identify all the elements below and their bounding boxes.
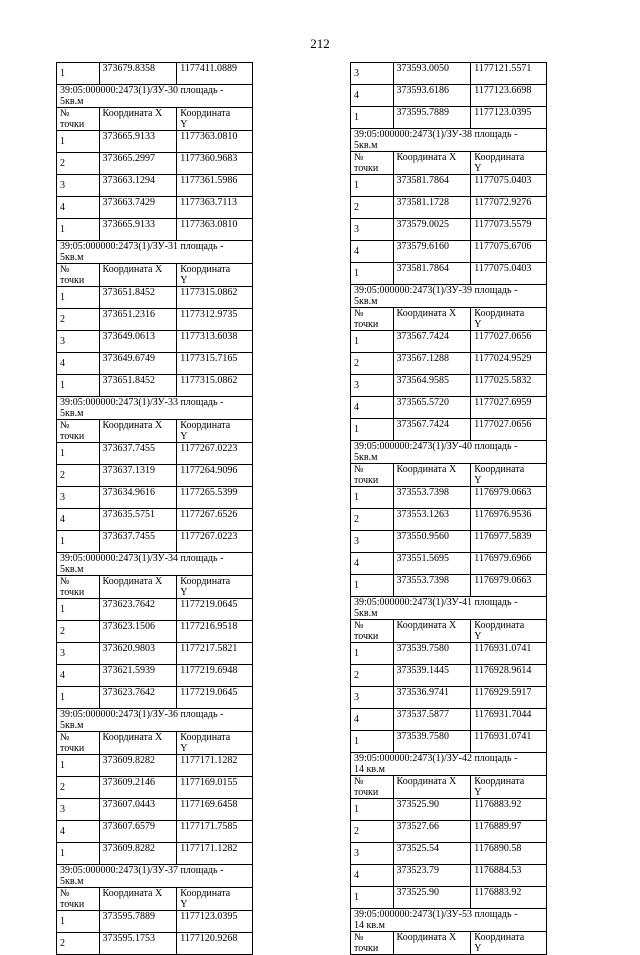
table-row (351, 241, 547, 263)
coordinate-x-cell: 373567.7424 (393, 419, 471, 441)
coordinate-x-cell: 373551.5695 (393, 553, 471, 575)
point-number: 4 (57, 353, 100, 375)
section-heading-row (57, 85, 253, 108)
point-number: 1 (57, 843, 100, 865)
section-heading: 39:05:000000:2473(1)/ЗУ-53 площадь - 14 кв.м (351, 909, 547, 932)
table-row (57, 219, 253, 241)
table-row (57, 175, 253, 197)
table-row (351, 331, 547, 353)
table-row (57, 375, 253, 397)
point-number: 1 (351, 107, 394, 129)
point-number: 1 (57, 599, 100, 621)
point-number: 3 (351, 219, 394, 241)
table-row (351, 709, 547, 731)
point-number: 2 (57, 153, 100, 175)
header-coordinate-x: Координата X (393, 308, 471, 331)
coordinate-x-cell: 373595.1753 (99, 933, 177, 955)
point-number: 1 (57, 687, 100, 709)
section-heading-row (351, 129, 547, 152)
point-number: 1 (351, 331, 394, 353)
coordinate-y-cell: 1177072.9276 (471, 197, 547, 219)
coordinate-x-cell: 373637.7455 (99, 531, 177, 553)
header-coordinate-y: Координата Y (471, 776, 547, 799)
point-number: 4 (351, 85, 394, 107)
coordinate-x-cell: 373553.1263 (393, 509, 471, 531)
table-row (351, 419, 547, 441)
table-row (351, 643, 547, 665)
header-coordinate-y: Координата Y (471, 308, 547, 331)
header-coordinate-y: Координата Y (177, 264, 253, 287)
point-number: 2 (57, 465, 100, 487)
coordinate-x-cell: 373581.7864 (393, 263, 471, 285)
coordinate-x-cell: 373651.8452 (99, 375, 177, 397)
coordinate-x-cell: 373649.0613 (99, 331, 177, 353)
coordinate-y-cell: 1177217.5821 (177, 643, 253, 665)
coordinate-x-cell: 373565.5720 (393, 397, 471, 419)
coordinate-x-cell: 373609.8282 (99, 843, 177, 865)
coordinate-y-cell: 1177169.0155 (177, 777, 253, 799)
coordinate-y-cell: 1176884.53 (471, 865, 547, 887)
coordinate-y-cell: 1177025.5832 (471, 375, 547, 397)
coordinate-x-cell: 373536.9741 (393, 687, 471, 709)
point-number: 4 (57, 665, 100, 687)
table-row (57, 509, 253, 531)
point-number: 3 (351, 63, 394, 85)
header-coordinate-x: Координата X (393, 932, 471, 955)
coordinate-y-cell: 1177315.0862 (177, 287, 253, 309)
point-number: 1 (351, 175, 394, 197)
coordinate-y-cell: 1177123.0395 (471, 107, 547, 129)
point-number: 3 (351, 375, 394, 397)
coordinate-y-cell: 1177075.0403 (471, 263, 547, 285)
header-coordinate-x: Координата X (99, 576, 177, 599)
coordinate-y-cell: 1177171.1282 (177, 843, 253, 865)
coordinate-x-cell: 373567.1288 (393, 353, 471, 375)
coordinate-y-cell: 1177027.0656 (471, 331, 547, 353)
section-heading-row (351, 285, 547, 308)
coordinates-table-right (350, 62, 547, 955)
point-number: 1 (351, 731, 394, 753)
coordinate-y-cell: 1177315.0862 (177, 375, 253, 397)
table-row (351, 531, 547, 553)
coordinate-y-cell: 1176979.6966 (471, 553, 547, 575)
coordinate-y-cell: 1177361.5986 (177, 175, 253, 197)
coordinate-y-cell: 1177219.0645 (177, 687, 253, 709)
point-number: 1 (351, 799, 394, 821)
point-number: 3 (351, 687, 394, 709)
section-heading-row (351, 597, 547, 620)
coordinate-x-cell: 373595.7889 (393, 107, 471, 129)
point-number: 2 (57, 777, 100, 799)
coordinate-x-cell: 373527.66 (393, 821, 471, 843)
coordinate-y-cell: 1177219.0645 (177, 599, 253, 621)
coordinate-y-cell: 1176929.5917 (471, 687, 547, 709)
header-point-number: № точки (57, 420, 100, 443)
point-number: 1 (57, 755, 100, 777)
coordinate-y-cell: 1177075.0403 (471, 175, 547, 197)
coordinates-table-left (56, 62, 253, 955)
header-coordinate-x: Координата X (393, 464, 471, 487)
coordinate-y-cell: 1176931.0741 (471, 731, 547, 753)
coordinate-y-cell: 1177264.9096 (177, 465, 253, 487)
point-number: 2 (57, 309, 100, 331)
coordinate-x-cell: 373537.5877 (393, 709, 471, 731)
coordinate-y-cell: 1177219.6948 (177, 665, 253, 687)
header-point-number: № точки (351, 152, 394, 175)
table-row (351, 487, 547, 509)
coordinate-y-cell: 1177123.6698 (471, 85, 547, 107)
coordinate-y-cell: 1177267.0223 (177, 443, 253, 465)
point-number: 4 (351, 241, 394, 263)
coordinate-x-cell: 373567.7424 (393, 331, 471, 353)
header-coordinate-x: Координата X (99, 732, 177, 755)
header-coordinate-y: Координата Y (177, 420, 253, 443)
coordinate-x-cell: 373620.9803 (99, 643, 177, 665)
column-header-row (351, 620, 547, 643)
section-heading: 39:05:000000:2473(1)/ЗУ-39 площадь - 5кв.м (351, 285, 547, 308)
coordinate-x-cell: 373665.9133 (99, 219, 177, 241)
header-coordinate-y: Координата Y (177, 576, 253, 599)
section-heading: 39:05:000000:2473(1)/ЗУ-42 площадь - 14 кв.м (351, 753, 547, 776)
table-row (57, 465, 253, 487)
header-point-number: № точки (351, 620, 394, 643)
coordinate-y-cell: 1177027.6959 (471, 397, 547, 419)
table-row (351, 219, 547, 241)
header-coordinate-x: Координата X (99, 108, 177, 131)
table-row (351, 63, 547, 85)
table-row (57, 621, 253, 643)
header-coordinate-y: Координата Y (471, 464, 547, 487)
column-header-row (351, 776, 547, 799)
table-row (351, 263, 547, 285)
point-number: 3 (57, 487, 100, 509)
section-heading: 39:05:000000:2473(1)/ЗУ-36 площадь - 5кв.м (57, 709, 253, 732)
table-row (57, 443, 253, 465)
coordinate-y-cell: 1176890.58 (471, 843, 547, 865)
coordinate-y-cell: 1177024.9529 (471, 353, 547, 375)
table-row (351, 843, 547, 865)
header-point-number: № точки (351, 308, 394, 331)
coordinate-y-cell: 1177411.0889 (177, 63, 253, 85)
section-heading: 39:05:000000:2473(1)/ЗУ-33 площадь - 5кв.м (57, 397, 253, 420)
point-number: 2 (351, 509, 394, 531)
header-point-number: № точки (57, 888, 100, 911)
table-row (57, 755, 253, 777)
coordinate-x-cell: 373635.5751 (99, 509, 177, 531)
table-row (57, 933, 253, 955)
point-number: 1 (57, 531, 100, 553)
coordinate-y-cell: 1176976.9536 (471, 509, 547, 531)
section-heading: 39:05:000000:2473(1)/ЗУ-40 площадь - 5кв.м (351, 441, 547, 464)
coordinate-y-cell: 1177027.0656 (471, 419, 547, 441)
coordinate-y-cell: 1176979.0663 (471, 487, 547, 509)
header-coordinate-y: Координата Y (177, 732, 253, 755)
table-row (351, 197, 547, 219)
coordinate-x-cell: 373607.6579 (99, 821, 177, 843)
table-row (351, 553, 547, 575)
table-row (351, 175, 547, 197)
column-header-row (351, 152, 547, 175)
table-row (57, 777, 253, 799)
coordinate-y-cell: 1176889.97 (471, 821, 547, 843)
coordinate-y-cell: 1177121.5571 (471, 63, 547, 85)
section-heading-row (57, 865, 253, 888)
point-number: 4 (57, 197, 100, 219)
table-row (351, 887, 547, 909)
section-heading: 39:05:000000:2473(1)/ЗУ-41 площадь - 5кв.м (351, 597, 547, 620)
coordinate-y-cell: 1177363.0810 (177, 219, 253, 241)
table-row (351, 85, 547, 107)
coordinate-y-cell: 1177312.9735 (177, 309, 253, 331)
table-row (351, 353, 547, 375)
point-number: 1 (57, 375, 100, 397)
header-coordinate-y: Координата Y (177, 108, 253, 131)
point-number: 3 (351, 843, 394, 865)
coordinate-x-cell: 373637.7455 (99, 443, 177, 465)
header-coordinate-x: Координата X (99, 888, 177, 911)
coordinate-x-cell: 373623.7642 (99, 599, 177, 621)
coordinate-y-cell: 1177315.7165 (177, 353, 253, 375)
page-number: 212 (310, 36, 330, 51)
table-row (57, 131, 253, 153)
table-row (57, 287, 253, 309)
point-number: 3 (351, 531, 394, 553)
coordinate-x-cell: 373651.2316 (99, 309, 177, 331)
table-row (57, 353, 253, 375)
table-row (57, 309, 253, 331)
coordinate-y-cell: 1177216.9518 (177, 621, 253, 643)
column-header-row (57, 108, 253, 131)
point-number: 1 (351, 419, 394, 441)
coordinate-y-cell: 1176979.0663 (471, 575, 547, 597)
coordinate-x-cell: 373665.9133 (99, 131, 177, 153)
point-number: 2 (57, 933, 100, 955)
section-heading-row (57, 397, 253, 420)
coordinate-y-cell: 1177363.0810 (177, 131, 253, 153)
coordinate-x-cell: 373593.0050 (393, 63, 471, 85)
coordinate-x-cell: 373665.2997 (99, 153, 177, 175)
table-row (351, 799, 547, 821)
table-row (351, 375, 547, 397)
coordinate-x-cell: 373539.7580 (393, 643, 471, 665)
coordinate-y-cell: 1176931.0741 (471, 643, 547, 665)
section-heading-row (57, 709, 253, 732)
coordinate-y-cell: 1176883.92 (471, 799, 547, 821)
point-number: 1 (351, 575, 394, 597)
coordinate-x-cell: 373553.7398 (393, 575, 471, 597)
table-row (351, 687, 547, 709)
table-row (57, 687, 253, 709)
column-header-row (351, 308, 547, 331)
section-heading-row (351, 753, 547, 776)
table-row (57, 911, 253, 933)
coordinate-y-cell: 1177073.5579 (471, 219, 547, 241)
table-row (351, 865, 547, 887)
coordinate-y-cell: 1176883.92 (471, 887, 547, 909)
coordinate-x-cell: 373637.1319 (99, 465, 177, 487)
table-row (57, 799, 253, 821)
table-row (351, 509, 547, 531)
point-number: 1 (57, 287, 100, 309)
point-number: 4 (57, 509, 100, 531)
coordinate-x-cell: 373525.90 (393, 887, 471, 909)
section-heading-row (351, 441, 547, 464)
header-point-number: № точки (57, 264, 100, 287)
point-number: 4 (351, 865, 394, 887)
table-row (351, 821, 547, 843)
coordinate-y-cell: 1177267.6526 (177, 509, 253, 531)
coordinate-y-cell: 1177363.7113 (177, 197, 253, 219)
coordinate-y-cell: 1176977.5839 (471, 531, 547, 553)
table-row (351, 107, 547, 129)
table-row (57, 487, 253, 509)
table-row (351, 575, 547, 597)
point-number: 3 (57, 799, 100, 821)
coordinate-x-cell: 373539.7580 (393, 731, 471, 753)
header-point-number: № точки (57, 732, 100, 755)
coordinate-x-cell: 373523.79 (393, 865, 471, 887)
coordinate-y-cell: 1177123.0395 (177, 911, 253, 933)
coordinate-x-cell: 373553.7398 (393, 487, 471, 509)
point-number: 2 (351, 197, 394, 219)
header-coordinate-y: Координата Y (471, 152, 547, 175)
coordinate-x-cell: 373609.8282 (99, 755, 177, 777)
coordinate-x-cell: 373550.9560 (393, 531, 471, 553)
column-header-row (57, 888, 253, 911)
coordinate-y-cell: 1177267.0223 (177, 531, 253, 553)
point-number: 1 (57, 219, 100, 241)
header-coordinate-y: Координата Y (471, 932, 547, 955)
coordinate-y-cell: 1177313.6038 (177, 331, 253, 353)
header-point-number: № точки (57, 576, 100, 599)
header-coordinate-x: Координата X (393, 776, 471, 799)
point-number: 4 (57, 821, 100, 843)
coordinate-x-cell: 373663.7429 (99, 197, 177, 219)
column-header-row (57, 420, 253, 443)
column-header-row (351, 932, 547, 955)
table-row (351, 731, 547, 753)
table-row (57, 821, 253, 843)
column-header-row (57, 732, 253, 755)
table-row (57, 197, 253, 219)
point-number: 1 (57, 131, 100, 153)
coordinate-x-cell: 373593.6186 (393, 85, 471, 107)
coordinate-y-cell: 1177265.5399 (177, 487, 253, 509)
point-number: 1 (351, 643, 394, 665)
section-heading-row (351, 909, 547, 932)
coordinate-x-cell: 373621.5939 (99, 665, 177, 687)
coordinate-x-cell: 373595.7889 (99, 911, 177, 933)
table-row (57, 643, 253, 665)
coordinate-y-cell: 1177171.7585 (177, 821, 253, 843)
table-row (57, 599, 253, 621)
table-row (57, 843, 253, 865)
table-row (57, 531, 253, 553)
column-header-row (57, 576, 253, 599)
coordinate-x-cell: 373623.7642 (99, 687, 177, 709)
point-number: 4 (351, 397, 394, 419)
coordinate-x-cell: 373651.8452 (99, 287, 177, 309)
point-number: 3 (57, 331, 100, 353)
header-coordinate-x: Координата X (393, 620, 471, 643)
coordinate-x-cell: 373649.6749 (99, 353, 177, 375)
coordinate-x-cell: 373607.0443 (99, 799, 177, 821)
table-row (351, 665, 547, 687)
header-point-number: № точки (351, 464, 394, 487)
point-number: 2 (351, 353, 394, 375)
point-number: 3 (57, 175, 100, 197)
column-header-row (57, 264, 253, 287)
table-row (57, 665, 253, 687)
point-number: 1 (57, 443, 100, 465)
coordinate-y-cell: 1176931.7044 (471, 709, 547, 731)
coordinate-y-cell: 1177171.1282 (177, 755, 253, 777)
coordinate-x-cell: 373623.1506 (99, 621, 177, 643)
coordinate-x-cell: 373579.6160 (393, 241, 471, 263)
section-heading: 39:05:000000:2473(1)/ЗУ-30 площадь - 5кв.м (57, 85, 253, 108)
point-number: 1 (351, 487, 394, 509)
coordinate-y-cell: 1177169.6458 (177, 799, 253, 821)
coordinate-x-cell: 373634.9616 (99, 487, 177, 509)
header-point-number: № точки (57, 108, 100, 131)
section-heading: 39:05:000000:2473(1)/ЗУ-37 площадь - 5кв.м (57, 865, 253, 888)
point-number: 2 (57, 621, 100, 643)
coordinate-x-cell: 373663.1294 (99, 175, 177, 197)
point-number: 4 (351, 553, 394, 575)
header-point-number: № точки (351, 932, 394, 955)
coordinate-x-cell: 373609.2146 (99, 777, 177, 799)
coordinate-x-cell: 373564.9585 (393, 375, 471, 397)
header-coordinate-x: Координата X (393, 152, 471, 175)
coordinate-x-cell: 373525.90 (393, 799, 471, 821)
section-heading: 39:05:000000:2473(1)/ЗУ-38 площадь - 5кв.м (351, 129, 547, 152)
point-number: 4 (351, 709, 394, 731)
coordinate-y-cell: 1176928.9614 (471, 665, 547, 687)
point-number: 2 (351, 665, 394, 687)
point-number: 1 (351, 887, 394, 909)
table-row (57, 331, 253, 353)
coordinate-x-cell: 373539.1445 (393, 665, 471, 687)
coordinate-x-cell: 373581.1728 (393, 197, 471, 219)
coordinate-x-cell: 373579.0025 (393, 219, 471, 241)
table-row (57, 63, 253, 85)
coordinate-x-cell: 373581.7864 (393, 175, 471, 197)
section-heading-row (57, 553, 253, 576)
table-row (351, 397, 547, 419)
header-coordinate-x: Координата X (99, 264, 177, 287)
coordinate-y-cell: 1177360.9683 (177, 153, 253, 175)
section-heading-row (57, 241, 253, 264)
header-coordinate-x: Координата X (99, 420, 177, 443)
point-number: 1 (57, 63, 100, 85)
coordinate-x-cell: 373679.8358 (99, 63, 177, 85)
section-heading: 39:05:000000:2473(1)/ЗУ-34 площадь - 5кв.м (57, 553, 253, 576)
header-point-number: № точки (351, 776, 394, 799)
point-number: 2 (351, 821, 394, 843)
coordinate-y-cell: 1177075.6706 (471, 241, 547, 263)
point-number: 1 (351, 263, 394, 285)
header-coordinate-y: Координата Y (177, 888, 253, 911)
point-number: 3 (57, 643, 100, 665)
header-coordinate-y: Координата Y (471, 620, 547, 643)
coordinate-y-cell: 1177120.9268 (177, 933, 253, 955)
table-row (57, 153, 253, 175)
section-heading: 39:05:000000:2473(1)/ЗУ-31 площадь - 5кв.м (57, 241, 253, 264)
coordinate-x-cell: 373525.54 (393, 843, 471, 865)
column-header-row (351, 464, 547, 487)
point-number: 1 (57, 911, 100, 933)
